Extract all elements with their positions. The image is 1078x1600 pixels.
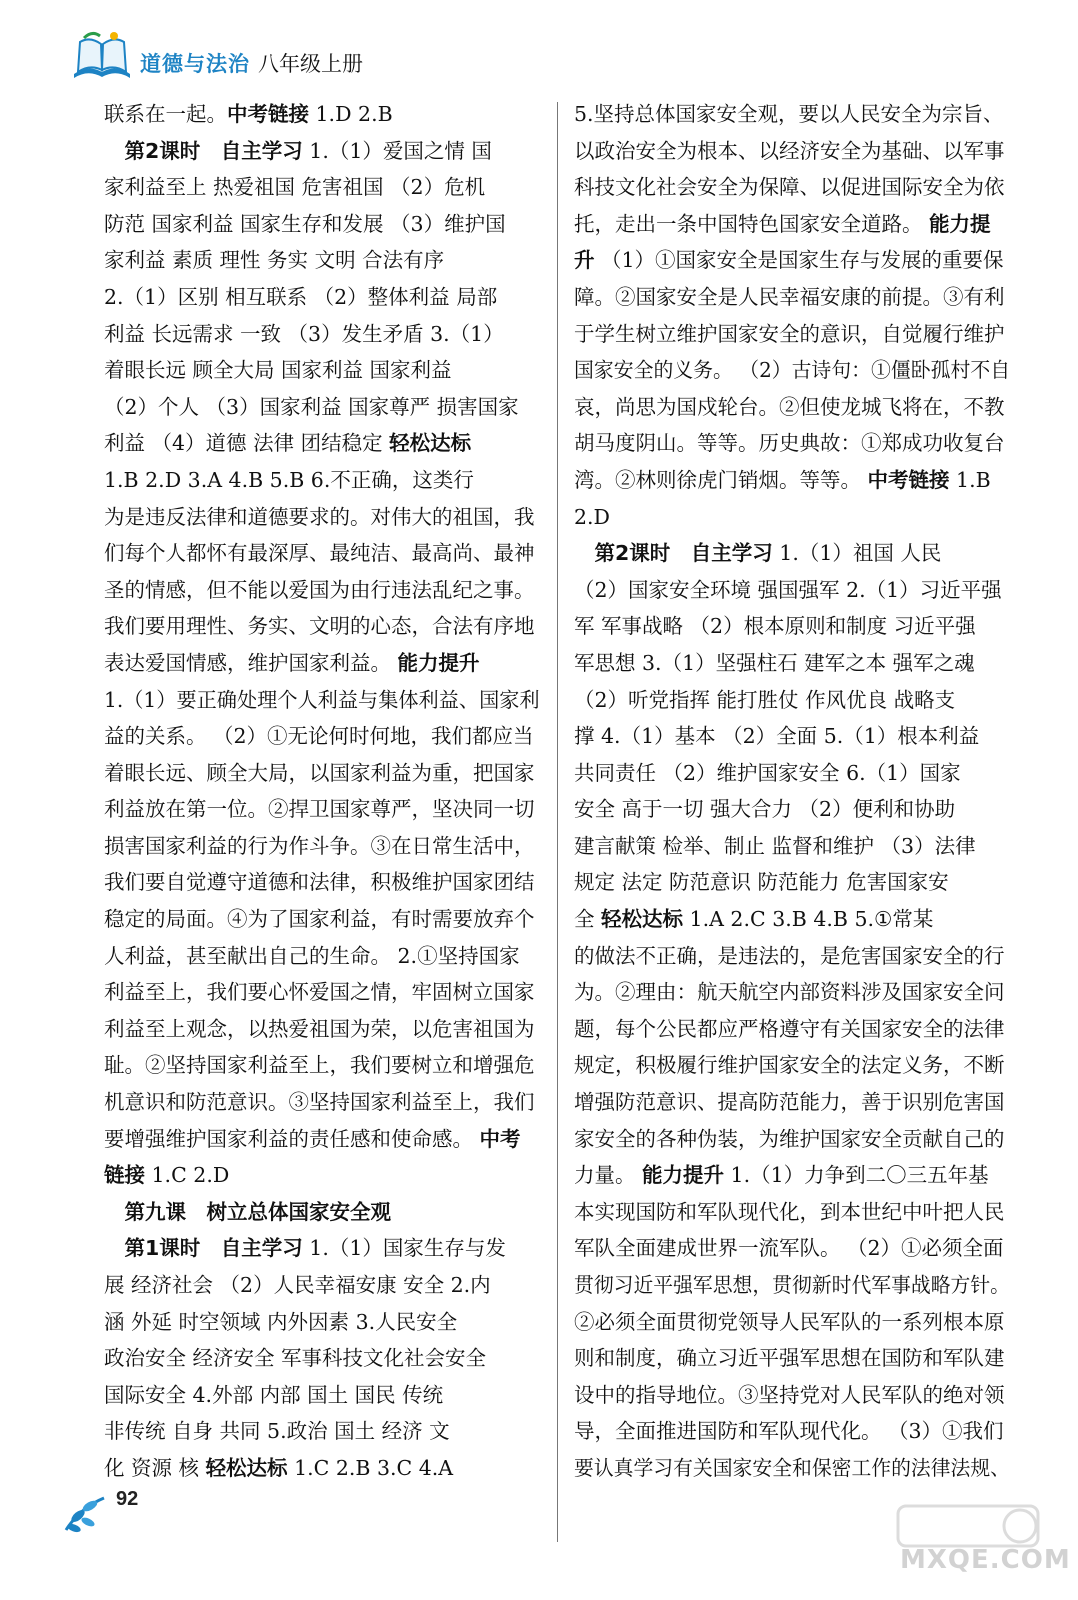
answer-text: 要认真学习有关国家安全和保密工作的法律法规、 [574,1455,1010,1480]
section-heading: 第2课时 [124,138,201,163]
section-heading: 中考 [479,1126,521,1151]
section-heading: 自主学习 [690,541,773,566]
answer-text: 稳定的局面。④为了国家利益，有时需要放弃个 [104,907,535,932]
answer-text: 家利益 素质 理性 务实 文明 合法有序 [104,248,445,273]
answer-text: 规定 法定 防范意识 防范能力 危害国家安 [574,870,949,895]
section-heading: 链接 [104,1163,145,1188]
text-line [574,755,1010,792]
text-line [104,1084,540,1121]
header-subject: 道德与法治 [140,52,250,76]
section-heading: 中考链接 [867,467,950,492]
answer-text: 防范 国家利益 国家生存和发展 （3）维护国 [104,211,506,236]
answer-text: 表达爱国情感，维护国家利益。 [104,650,398,675]
text-line [574,718,1010,755]
answer-text: 家利益至上 热爱祖国 危害祖国 （2）危机 [104,175,486,200]
text-line [574,1194,1010,1231]
section-heading: 能力提升 [397,650,480,675]
page-number: 92 [116,1488,139,1510]
text-line [574,1413,1010,1450]
answer-text [104,1200,125,1224]
text-line [574,828,1010,865]
answer-text: （2）国家安全环境 强国强军 2.（1）习近平强 [574,577,1002,602]
text-line [104,1413,540,1450]
answer-text: ②必须全面贯彻党领导人民军队的一系列根本原 [574,1309,1005,1334]
answer-text: 于学生树立维护国家安全的意识，自觉履行维护 [574,321,1005,346]
section-heading: 轻松达标 [205,1455,288,1480]
answer-text: 设中的指导地位。③坚持党对人民军队的绝对领 [574,1382,1005,1407]
text-line [104,901,540,938]
answer-text: 撑 4.（1）基本 （2）全面 5.（1）根本利益 [574,724,980,749]
text-line [104,499,540,536]
answer-text: 涵 外延 时空领域 内外因素 3.人民安全 [104,1309,458,1334]
text-line [104,206,540,243]
answer-text: 托，走出一条中国特色国家安全道路。 [574,211,930,236]
text-line [104,133,540,170]
answer-text: 障。②国家安全是人民幸福安康的前提。③有利 [574,284,1005,309]
column-divider [557,102,558,1542]
answer-text: 1.B 2.D 3.A 4.B 5.B 6.不正确，这类行 [104,467,474,492]
text-line [574,572,1010,609]
section-heading: 第2课时 [594,541,671,566]
answer-text: 军 军事战略 （2）根本原则和制度 习近平强 [574,614,976,639]
text-line [574,1377,1010,1414]
text-line [104,608,540,645]
text-line [104,864,540,901]
answer-text: 2.（1）区别 相互联系 （2）整体利益 局部 [104,284,498,309]
text-line [574,1011,1010,1048]
text-line [574,279,1010,316]
answer-text: 政治安全 经济安全 军事科技文化社会安全 [104,1346,487,1371]
answer-text: 我们要自觉遵守道德和法律，积极维护国家团结 [104,870,535,895]
section-heading: 轻松达标 [601,907,684,932]
answer-text: 1.C 2.B 3.C 4.A [287,1455,454,1480]
answer-text: 机意识和防范意识。③坚持国家利益至上，我们 [104,1090,535,1115]
answer-text: 的做法不正确，是违法的，是危害国家安全的行 [574,943,1005,968]
answer-text: 着眼长远 顾全大局 国家利益 国家利益 [104,358,452,383]
section-heading: 自主学习 [220,1236,303,1261]
text-line [574,1084,1010,1121]
watermark-text: MXQE.COM [900,1545,1071,1575]
text-line [574,535,1010,572]
answer-text: 为。②理由：航天航空内部资料涉及国家安全问 [574,980,1005,1005]
header-grade: 八年级上册 [258,52,363,76]
text-line [104,352,540,389]
text-line [104,389,540,426]
text-line [104,1011,540,1048]
text-line [104,1377,540,1414]
right-column [574,96,1010,1487]
answer-text: 全 [574,907,602,932]
answer-text: 耻。②坚持国家利益至上，我们要树立和增强危 [104,1053,535,1078]
text-line [104,169,540,206]
text-line [104,1121,540,1158]
text-line [574,1450,1010,1487]
text-line [104,425,540,462]
text-line [104,279,540,316]
text-line [104,1267,540,1304]
text-line [574,1230,1010,1267]
answer-text: 为是违反法律和道德要求的。对伟大的祖国，我 [104,504,535,529]
section-heading: 第1课时 [124,1236,201,1261]
text-line [574,645,1010,682]
answer-text: 军队全面建成世界一流军队。 （2）①必须全面 [574,1236,1004,1261]
answer-text: 1.D 2.B [309,102,393,126]
answer-text: 建言献策 检举、制止 监督和维护 （3）法律 [574,833,976,858]
section-heading: 能力提 [929,211,991,236]
answer-text: 1.（1）祖国 人民 [772,541,942,566]
answer-text: 安全 高于一切 强大合力 （2）便利和协助 [574,797,956,822]
answer-text [104,139,125,163]
answer-text: 损害国家利益的行为作斗争。③在日常生活中， [104,833,535,858]
text-line [574,242,1010,279]
answer-text: 1.A 2.C 3.B 4.B 5.①常某 [683,907,934,932]
text-line [104,718,540,755]
answer-text: （1）①国家安全是国家生存与发展的重要保 [594,248,1004,273]
answer-text: 1.B [949,467,991,492]
text-line [104,791,540,828]
text-line [104,1450,540,1487]
text-line [104,535,540,572]
section-heading: 能力提升 [642,1163,725,1188]
answer-text [200,139,221,163]
answer-text: 湾。②林则徐虎门销烟。等等。 [574,467,868,492]
answer-text: 要增强维护国家利益的责任感和使命感。 [104,1126,480,1151]
section-heading: 轻松达标 [389,431,472,456]
answer-text: 力量。 [574,1163,643,1188]
answer-text: 利益 长远需求 一致 （3）发生矛盾 3.（1） [104,321,504,346]
text-line [574,352,1011,389]
answer-text: 家安全的各种伪装，为维护国家安全贡献自己的 [574,1126,1005,1151]
answer-text: 题，每个公民都应严格遵守有关国家安全的法律 [574,1016,1005,1041]
answer-text: 贯彻习近平强军思想，贯彻新时代军事战略方针。 [574,1273,1010,1297]
text-line [574,1121,1010,1158]
text-line [574,1157,1010,1194]
answer-text [104,1236,125,1260]
text-line [574,864,1010,901]
answer-text [574,541,595,565]
text-line [574,682,1010,719]
answer-text: 1.（1）力争到二〇三五年基 [724,1163,989,1188]
text-line [574,316,1010,353]
answer-text: 展 经济社会 （2）人民幸福安康 安全 2.内 [104,1273,491,1297]
text-line [574,1047,1010,1084]
leaf-ornament-icon [60,1478,120,1538]
text-line [104,1194,540,1231]
section-heading: 第九课 树立总体国家安全观 [124,1199,391,1224]
text-line [574,389,1010,426]
text-line [104,682,540,719]
text-line [574,1267,1010,1304]
answer-text: 1.（1）要正确处理个人利益与集体利益、国家利 [104,687,540,712]
text-line [574,974,1010,1011]
answer-text: 利益至上，我们要心怀爱国之情，牢固树立国家 [104,980,535,1005]
answer-text: 则和制度，确立习近平强军思想在国防和军队建 [574,1346,1005,1371]
text-line [104,645,540,682]
text-line [574,96,1010,133]
page-header [70,28,530,88]
answer-text: （2）个人 （3）国家利益 国家尊严 损害国家 [104,394,519,419]
section-heading: 自主学习 [220,138,303,163]
text-line [574,1340,1010,1377]
text-line [574,901,1010,938]
text-line [104,96,540,133]
answer-text: 军思想 3.（1）坚强柱石 建军之本 强军之魂 [574,650,975,675]
answer-text: 非传统 自身 共同 5.政治 国土 经济 文 [104,1419,450,1444]
answer-text: 人利益，甚至献出自己的生命。 2.①坚持国家 [104,943,520,968]
answer-text: 1.（1）国家生存与发 [302,1236,506,1261]
section-heading: 升 [574,248,595,273]
text-line [104,1157,540,1194]
book-logo-icon [70,28,134,84]
text-line [104,1230,540,1267]
text-line [574,169,1010,206]
answer-text [670,541,691,565]
answer-text: 以政治安全为根本、以经济安全为基础、以军事 [574,138,1005,163]
text-line [104,572,540,609]
text-line [574,938,1010,975]
text-line [104,938,540,975]
text-line [104,1047,540,1084]
answer-text: 1.C 2.D [145,1163,230,1188]
answer-text: 规定，积极履行维护国家安全的法定义务，不断 [574,1053,1005,1078]
text-line [104,462,540,499]
text-line [574,1304,1010,1341]
text-line [574,133,1010,170]
text-line [104,828,540,865]
answer-text: 们每个人都怀有最深厚、最纯洁、最高尚、最神 [104,541,535,566]
answer-text: 共同责任 （2）维护国家安全 6.（1）国家 [574,760,961,785]
text-line [574,499,1010,536]
answer-text: 利益至上观念，以热爱祖国为荣，以危害祖国为 [104,1016,535,1041]
section-heading: 中考链接 [227,102,309,126]
text-line [104,1304,540,1341]
text-line [104,755,540,792]
answer-text: 增强防范意识、提高防范能力，善于识别危害国 [574,1090,1005,1115]
answer-text: 利益放在第一位。②捍卫国家尊严，坚决同一切 [104,797,535,822]
answer-text: 科技文化社会安全为保障、以促进国际安全为依 [574,175,1005,200]
answer-text: 益的关系。 （2）①无论何时何地，我们都应当 [104,724,534,749]
text-line [104,242,540,279]
answer-text: 着眼长远、顾全大局，以国家利益为重，把国家 [104,760,535,785]
answer-text: 我们要用理性、务实、文明的心态，合法有序地 [104,614,535,639]
answer-text: 5.坚持总体国家安全观，要以人民安全为宗旨、 [574,102,1004,126]
text-line [574,206,1010,243]
text-line [574,425,1010,462]
left-column [104,96,540,1487]
answer-text: 本实现国防和军队现代化，到本世纪中叶把人民 [574,1199,1005,1224]
text-line [104,1340,540,1377]
text-line [104,316,540,353]
answer-text: （2）听党指挥 能打胜仗 作风优良 战略支 [574,687,956,712]
answer-text: 利益 （4）道德 法律 团结稳定 [104,431,390,456]
text-line [574,791,1010,828]
text-line [574,608,1010,645]
text-line [574,462,1010,499]
answer-text: 1.（1）爱国之情 国 [302,138,492,163]
answer-text: 国际安全 4.外部 内部 国土 国民 传统 [104,1382,444,1407]
answer-text: 导，全面推进国防和军队现代化。 （3）①我们 [574,1419,1004,1444]
answer-text: 胡马度阴山。等等。历史典故：①郑成功收复台 [574,431,1005,456]
answer-text [200,1236,221,1260]
answer-text: 2.D [574,504,610,529]
answer-text: 联系在一起。 [104,102,227,126]
text-line [104,974,540,1011]
answer-text: 化 资源 核 [104,1455,206,1480]
answer-text: 国家安全的义务。 （2）古诗句：①僵卧孤村不自 [574,358,1011,383]
answer-text: 哀，尚思为国戍轮台。②但使龙城飞将在，不教 [574,394,1005,419]
answer-text: 圣的情感，但不能以爱国为由行违法乱纪之事。 [104,577,535,602]
